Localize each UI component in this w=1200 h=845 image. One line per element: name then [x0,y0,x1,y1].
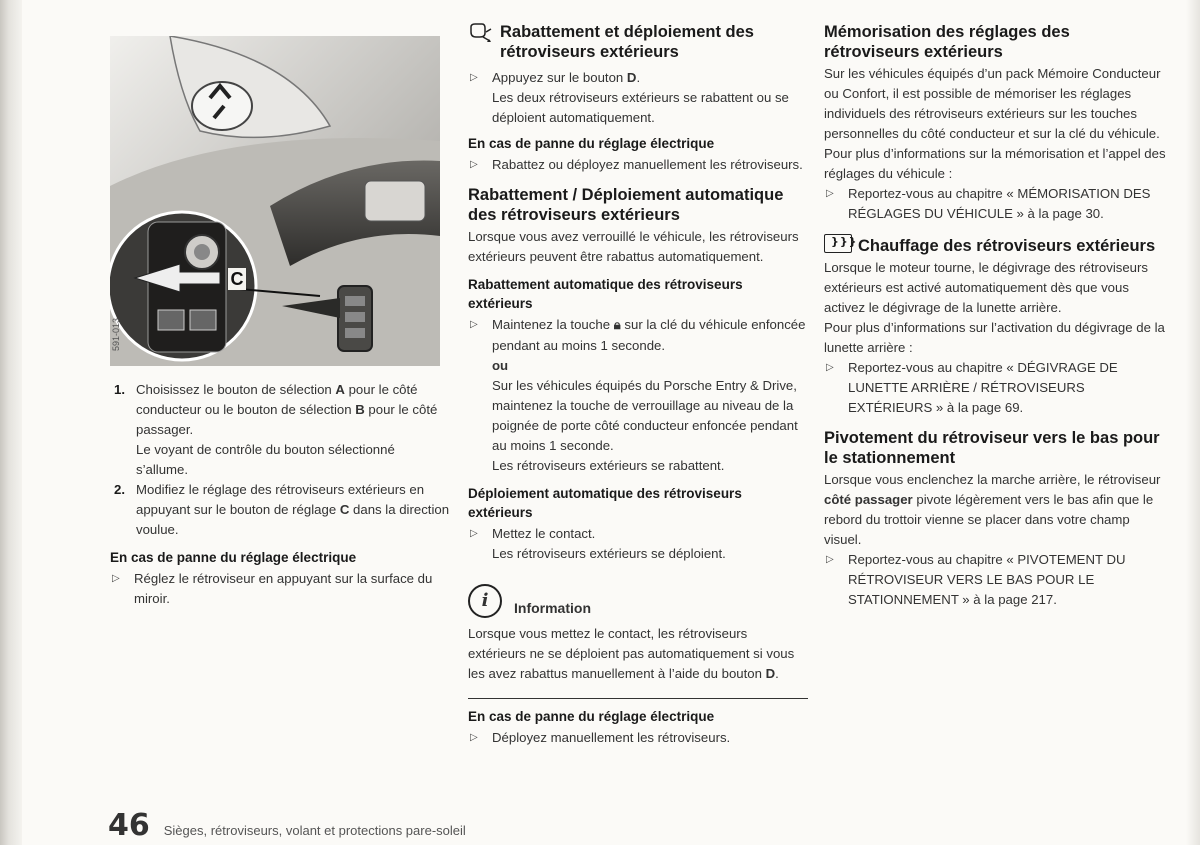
triangle-bullet-icon: ▷ [470,72,478,83]
auto-fold-bullet: ▷ Maintenez la touche 🔒︎ sur la clé du véhicule enfoncée pendant au moins 1 seconde. ou Sur les véhicules équipés du Porsche Entry & Drive, maintenez la touche de verrouillage au niveau de la poignée de porte côté conducteur enfoncée pendant au moins 1 seconde. Les rétroviseurs extérieurs se rabattent. [470,317,806,473]
divider [468,698,808,699]
column-right [824,22,1169,610]
information-header: i Information [468,584,808,618]
triangle-bullet-icon: ▷ [470,159,478,170]
pivotement-bullet: ▷ Reportez-vous au chapitre « PIVOTEMENT DU RÉTROVISEUR VERS LE BAS POUR LE STATIONNEMENT » à la page 217. [826,552,1126,607]
triangle-bullet-icon: ▷ [470,732,478,743]
footer-section-title: Sièges, rétroviseurs, volant et protections pare-soleil [163,823,466,838]
section-title-chauffage: }}} Chauffage des rétroviseurs extérieurs [824,234,1169,256]
panne-heading: En cas de panne du réglage électrique [468,709,715,724]
panne-bullet: ▷ Réglez le rétroviseur en appuyant sur la surface du miroir. [112,571,433,606]
chauffage-text: Lorsque le moteur tourne, le dégivrage des rétroviseurs extérieurs est activé automatiquement dès que vous activez le dégivrage de la lunette arrière. [824,260,1149,315]
info-icon: i [468,584,502,618]
triangle-bullet-icon: ▷ [470,319,478,330]
mirror-fold-icon [468,23,492,43]
memorisation-more: Pour plus d’informations sur la mémorisation et l’appel des réglages du véhicule : [824,146,1166,181]
auto-text: Lorsque vous avez verrouillé le véhicule, les rétroviseurs extérieurs peuvent être rabattus automatiquement. [468,229,799,264]
section-title-rabattement: Rabattement et déploiement des rétroviseurs extérieurs [468,22,808,62]
triangle-bullet-icon: ▷ [826,554,834,565]
panne-bullet: ▷ Déployez manuellement les rétroviseurs. [468,728,808,748]
mirror-control-illustration [110,36,440,366]
chauffage-bullet: ▷ Reportez-vous au chapitre « DÉGIVRAGE DE LUNETTE ARRIÈRE / RÉTROVISEURS EXTÉRIEURS » à la page 69. [826,360,1118,415]
step-1: 1. Choisissez le bouton de sélection A pour le côté conducteur ou le bouton de sélection B pour le côté passager. Le voyant de contrôle du bouton sélectionné s’allume. [114,382,438,477]
auto-deploy-heading: Déploiement automatique des rétroviseurs extérieurs [468,486,742,520]
column-middle [468,22,808,748]
door-panel-image [110,36,440,366]
triangle-bullet-icon: ▷ [826,362,834,373]
triangle-bullet-icon: ▷ [470,528,478,539]
panne-heading: En cas de panne du réglage électrique [468,136,715,151]
section-title-memorisation: Mémorisation des réglages des rétroviseurs extérieurs [824,23,1070,61]
chauffage-more: Pour plus d’informations sur l’activation du dégivrage de la lunette arrière : [824,320,1165,355]
step-2: 2. Modifiez le réglage des rétroviseurs extérieurs en appuyant sur le bouton de réglage C dans la direction voulue. [114,482,450,537]
page-number: 46 [108,808,150,843]
section-title-auto: Rabattement / Déploiement automatique des rétroviseurs extérieurs [468,186,784,224]
auto-deploy-bullet: ▷ Mettez le contact. Les rétroviseurs extérieurs se déploient. [470,526,726,561]
lock-key-icon: 🔒︎ [613,318,621,333]
pivotement-text: Lorsque vous enclenchez la marche arrière, le rétroviseur côté passager pivote légèrement vers le bas afin que le rebord du trottoir vienne se placer dans votre champ visuel. [824,472,1161,547]
panne-heading: En cas de panne du réglage électrique [110,550,357,565]
information-text: Lorsque vous mettez le contact, les rétroviseurs extérieurs ne se déploient pas automatiquement si vous les avez rabattus manuellement à l’aide du bouton D. [468,626,795,681]
figure-code: 591-013 [111,318,121,352]
label-c: C [228,268,246,290]
memorisation-bullet: ▷ Reportez-vous au chapitre « MÉMORISATION DES RÉGLAGES DU VÉHICULE » à la page 30. [826,186,1151,221]
page-edge [1186,0,1200,845]
triangle-bullet-icon: ▷ [112,573,120,584]
triangle-bullet-icon: ▷ [826,188,834,199]
press-button-d: ▷ Appuyez sur le bouton D. Les deux rétroviseurs extérieurs se rabattent ou se déploient automatiquement. [470,70,789,125]
mirror-heating-icon: }}} [824,234,852,253]
section-title-pivotement: Pivotement du rétroviseur vers le bas pour le stationnement [824,429,1160,467]
panne-bullet: ▷ Rabattez ou déployez manuellement les rétroviseurs. [468,155,808,175]
page-footer [108,808,466,843]
book-spine [0,0,22,845]
column-left [110,22,450,609]
memorisation-text: Sur les véhicules équipés d’un pack Mémoire Conducteur ou Confort, il est possible de mémoriser les réglages individuels des rétroviseurs extérieurs sur les touches personnelles du côté conducteur et sur la clé du véhicule. [824,66,1161,141]
auto-fold-heading: Rabattement automatique des rétroviseurs extérieurs [468,277,743,311]
